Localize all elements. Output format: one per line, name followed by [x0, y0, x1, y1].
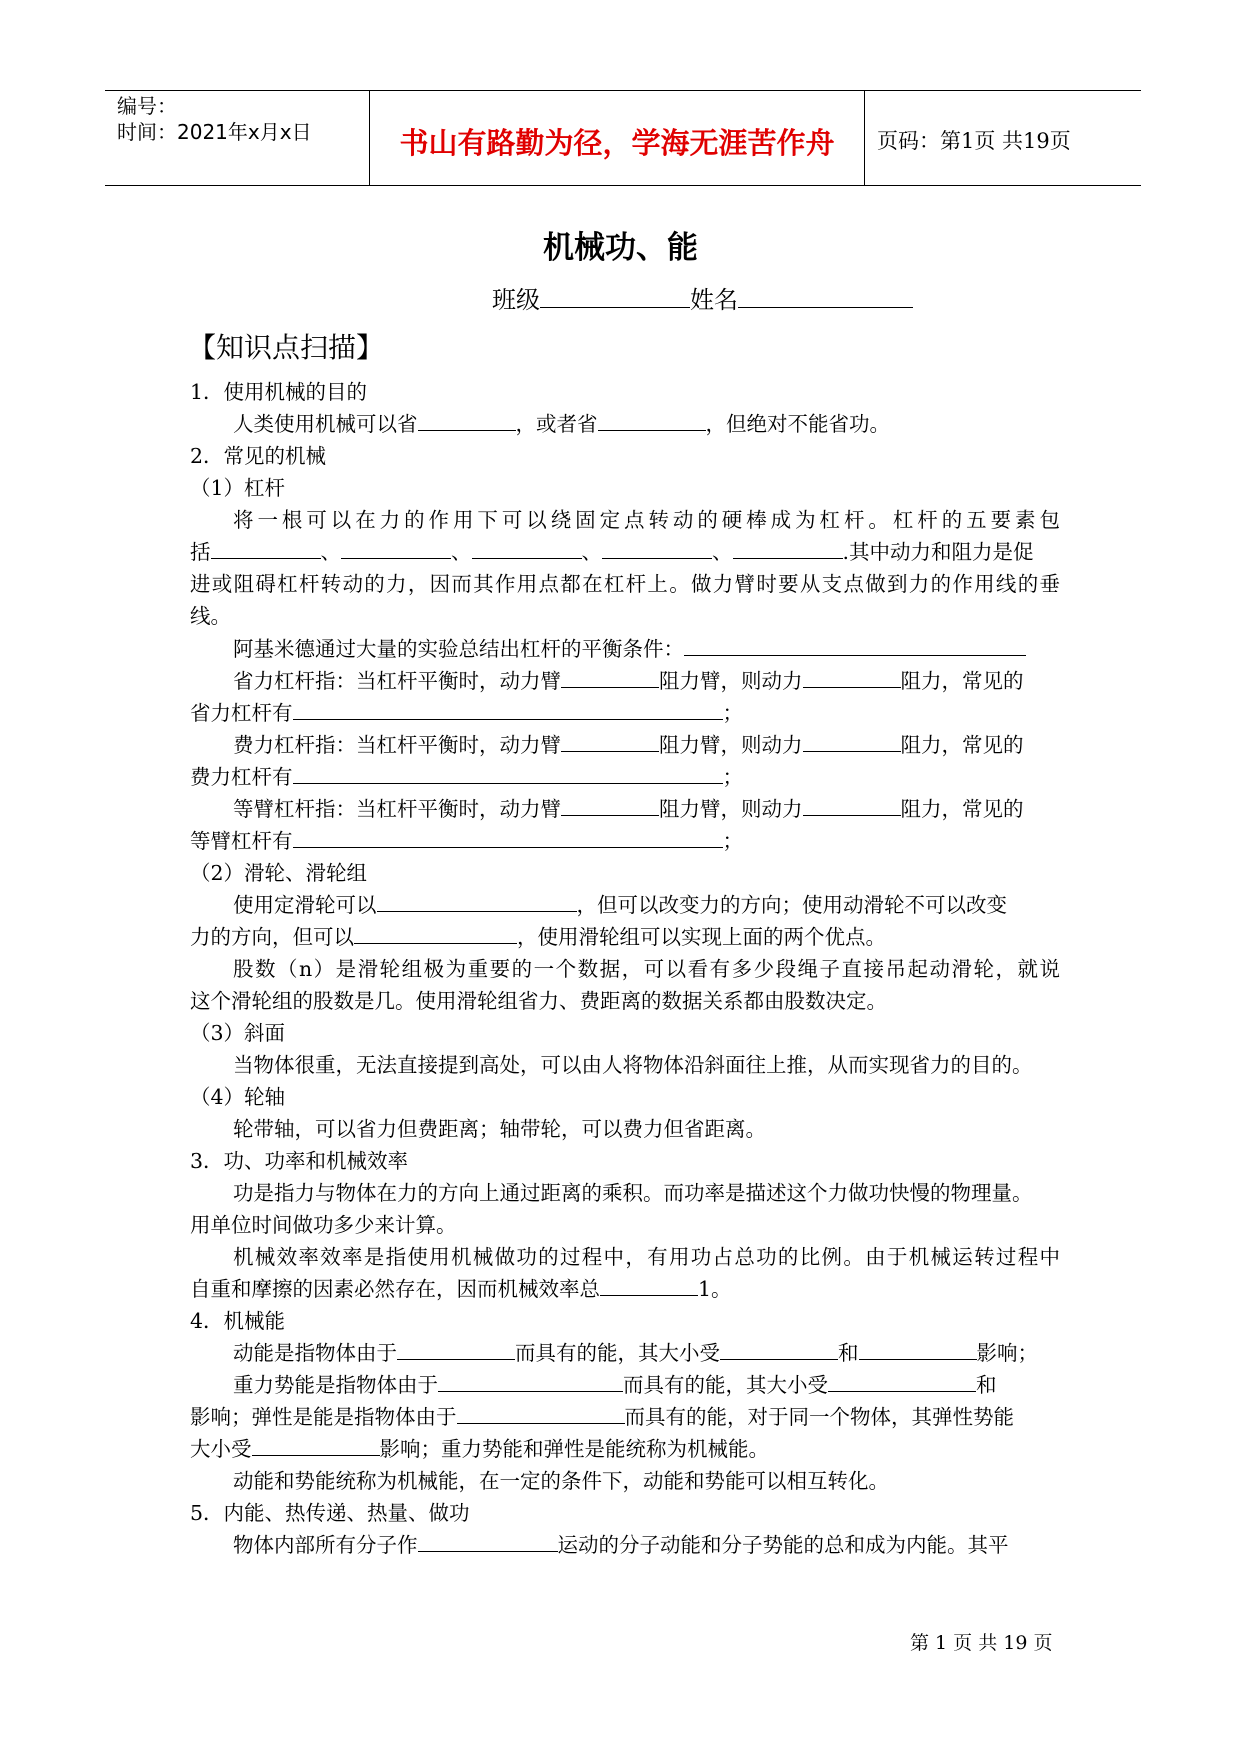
text-line: 机械效率效率是指使用机械做功的过程中，有用功占总功的比例。由于机械运转过程中 [233, 1245, 1060, 1269]
text-line: 阿基米德通过大量的实验总结出杠杆的平衡条件： [233, 635, 1026, 663]
fill-blank[interactable] [354, 923, 517, 944]
text-line: 力的方向，但可以 ，使用滑轮组可以实现上面的两个优点。 [190, 925, 886, 949]
subheading-lever: （1）杠杆 [190, 476, 286, 500]
fill-blank[interactable] [602, 538, 712, 559]
page-title: 机械功、能 [543, 230, 698, 266]
fill-blank[interactable] [293, 699, 723, 720]
text-line: 括 、 、 、 、 .其中动力和阻力是促 [190, 540, 1034, 564]
text-line: 重力势能是指物体由于 而具有的能，其大小受 和 [233, 1373, 997, 1397]
time-label: 时间：2021年x月x日 [117, 120, 312, 144]
heading-1: 1．使用机械的目的 [190, 380, 368, 404]
text-line: 用单位时间做功多少来计算。 [190, 1213, 457, 1237]
heading-2: 2．常见的机械 [190, 444, 327, 468]
text-line: 将一根可以在力的作用下可以绕固定点转动的硬棒成为杠杆。杠杆的五要素包 [233, 508, 1060, 532]
text-line: 动能和势能统称为机械能，在一定的条件下，动能和势能可以相互转化。 [233, 1469, 889, 1493]
text-line: 这个滑轮组的股数是几。使用滑轮组省力、费距离的数据关系都由股数决定。 [190, 989, 887, 1013]
fill-blank[interactable] [438, 1371, 623, 1392]
text-line: 自重和摩擦的因素必然存在，因而机械效率总 1。 [190, 1277, 732, 1301]
class-label: 班级 [492, 286, 540, 314]
fill-blank[interactable] [859, 1339, 977, 1360]
fill-blank[interactable] [252, 1435, 380, 1456]
text-line: 等臂杠杆有 ； [190, 829, 743, 853]
text-line: 功是指力与物体在力的方向上通过距离的乘积。而功率是描述这个力做功快慢的物理量。 [233, 1181, 1033, 1205]
fill-blank[interactable] [803, 731, 901, 752]
text-line: 省力杠杆有 ； [190, 701, 743, 725]
fill-blank[interactable] [472, 538, 582, 559]
class-name-line [492, 280, 913, 315]
fill-blank[interactable] [733, 538, 843, 559]
fill-blank[interactable] [418, 1531, 558, 1552]
fill-blank[interactable] [598, 410, 706, 431]
text-line: 股数（n）是滑轮组极为重要的一个数据，可以看有多少段绳子直接吊起动滑轮，就说 [233, 957, 1060, 981]
fill-blank[interactable] [720, 1339, 838, 1360]
section-title: 【知识点扫描】 [188, 331, 385, 364]
fill-blank[interactable] [561, 731, 659, 752]
subheading-pulley: （2）滑轮、滑轮组 [190, 861, 368, 885]
fill-blank[interactable] [561, 667, 659, 688]
text-line: 使用定滑轮可以 ，但可以改变力的方向；使用动滑轮不可以改变 [233, 893, 1007, 917]
text-line: 费力杠杆有 ； [190, 765, 743, 789]
text-line: 当物体很重，无法直接提到高处，可以由人将物体沿斜面往上推，从而实现省力的目的。 [233, 1053, 1033, 1077]
text-line: 影响；弹性是能是指物体由于 而具有的能，对于同一个物体，其弹性势能 [190, 1405, 1014, 1429]
text-line: 动能是指物体由于 而具有的能，其大小受 和 影响； [233, 1341, 1038, 1365]
name-label: 姓名 [690, 286, 738, 314]
text-line: 费力杠杆指：当杠杆平衡时，动力臂 阻力臂，则动力 阻力，常见的 [233, 733, 1024, 757]
text-line: 物体内部所有分子作 运动的分子动能和分子势能的总和成为内能。其平 [233, 1533, 1009, 1557]
fill-blank[interactable] [803, 667, 901, 688]
fill-blank[interactable] [341, 538, 451, 559]
text-line: 等臂杠杆指：当杠杆平衡时，动力臂 阻力臂，则动力 阻力，常见的 [233, 797, 1024, 821]
number-label: 编号： [117, 94, 177, 118]
motto: 书山有路勤为径，学海无涯苦作舟 [399, 126, 835, 160]
fill-blank[interactable] [457, 1403, 625, 1424]
fill-blank[interactable] [377, 891, 577, 912]
class-blank[interactable] [540, 287, 690, 308]
name-blank[interactable] [738, 287, 913, 308]
fill-blank[interactable] [418, 410, 516, 431]
header-motto-cell [370, 91, 865, 185]
header-page-cell [865, 91, 1141, 185]
text-line: 进或阻碍杠杆转动的力，因而其作用点都在杠杆上。做力臂时要从支点做到力的作用线的垂 [190, 572, 1060, 596]
heading-5: 5．内能、热传递、热量、做功 [190, 1501, 470, 1525]
fill-blank[interactable] [211, 538, 321, 559]
text-line: 线。 [190, 604, 231, 628]
document-header [105, 90, 1141, 186]
fill-blank[interactable] [293, 763, 723, 784]
header-info-cell [105, 91, 370, 185]
fill-blank[interactable] [561, 795, 659, 816]
text-line: 人类使用机械可以省 ，或者省 ，但绝对不能省功。 [233, 412, 890, 436]
heading-3: 3．功、功率和机械效率 [190, 1149, 409, 1173]
heading-4: 4．机械能 [190, 1309, 286, 1333]
fill-blank[interactable] [828, 1371, 976, 1392]
text-line: 省力杠杆指：当杠杆平衡时，动力臂 阻力臂，则动力 阻力，常见的 [233, 669, 1024, 693]
subheading-wheel-axle: （4）轮轴 [190, 1085, 286, 1109]
fill-blank[interactable] [600, 1275, 698, 1296]
page-code: 页码：第1页 共19页 [877, 129, 1071, 153]
fill-blank[interactable] [293, 827, 723, 848]
subheading-incline: （3）斜面 [190, 1021, 286, 1045]
fill-blank[interactable] [684, 635, 1026, 656]
fill-blank[interactable] [803, 795, 901, 816]
fill-blank[interactable] [397, 1339, 515, 1360]
text-line: 大小受 影响；重力势能和弹性是能统称为机械能。 [190, 1437, 769, 1461]
text-line: 轮带轴，可以省力但费距离；轴带轮，可以费力但省距离。 [233, 1117, 766, 1141]
page-footer: 第 1 页 共 19 页 [910, 1632, 1053, 1654]
